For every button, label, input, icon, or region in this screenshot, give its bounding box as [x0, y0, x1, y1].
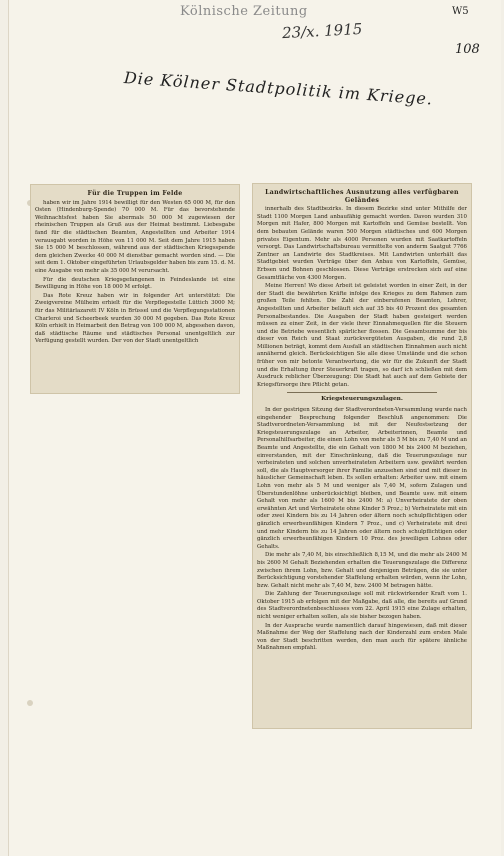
handwritten-title: Die Kölner Stadtpolitik im Kriege.	[123, 68, 434, 109]
clipping-paragraph: Die mehr als 7,40 M, bis einschließlich 8,15 M, und die mehr als 2400 M bis 2600 M Gehalt Beziehenden erhalten die Teuerungszulage die Differenz zwischen ihrem Lohn, bzw. Gehalt und denjenigen Beträgen, die sie unter Berücksichtigung vorstehender Staffelung erhalten würden, wenn ihr Lohn, bzw. Gehalt nicht mehr als 7,40 M, bzw. 2400 M betragen hätte.	[257, 552, 467, 589]
clipping-paragraph: Meine Herren! Wo diese Arbeit ist geleistet worden in einer Zeit, in der der Stadt die bewährten Kräfte infolge des Krieges zu dem Rahmen zum großen Teile fehlten. Die Zahl der einberufenen Beamten, Lehrer, Angestellten und Arbeiter beläuft sich auf 35 bis 40 Prozent des gesamten Personalbestandes. Die Ausgaben der Stadt haben gesteigert werden müssen zu einer Zeit, in der viele ihrer Einnahmequellen für die Steuern und die Betriebe wesentlich spärlicher flossen. Die Gesamtsumme der bis dieser von Reich und Staat zurückvergüteten Ausgaben, die rund 2,8 Millionen beträgt, kommt dem Ausfall an städtischen Einnahmen auch nicht annähernd gleich. Berücksichtigen Sie alle diese Umstände und die schon früher von mir betonte Verantwortung, die wir für die Zukunft der Stadt und die Erhaltung ihrer Steuerkraft tragen, so darf ich schließen mit dem Ausdruck reblicher Überzeugung: Die Stadt hat auch auf dem Gebiete der Kriegsfürsorge ihre Pflicht getan.	[257, 283, 467, 388]
clipping-heading: Landwirtschaftliches Ausnutzung alles verfügbaren Geländes	[265, 189, 459, 204]
punch-hole	[27, 700, 33, 706]
left-clipping	[31, 185, 239, 393]
clipping-paragraph: innerhalb des Stadtbezirks. In diesem Bezirke sind unter Mithilfe der Stadt 1100 Morgen Land anbaufähig gemacht worden. Davon wurden 310 Morgen mit Hafer, 800 Morgen mit Kartoffeln und Gemüse bestellt. Von dem bebauten Gelände waren 500 Morgen städtisches und 600 Morgen privates Eigentum. Mehr als 4000 Personen wurden mit Saatkartoffeln versorgt. Das Landwirtschaftsbureau vermittelte von anderm Saatgut 7766 Zentner an Landwirte des Stadtkreises. Mit Landwirten unterhält das Stadtgebiet wurden Verträge über den Anbau von Kartoffeln, Gemüse, Erbsen und Bohnen geschlossen. Diese Verträge erstrecken sich auf eine Gesamtfläche von 4300 Morgen.	[257, 206, 467, 281]
clipping-paragraph: In der gestrigen Sitzung der Stadtverordneten-Versammlung wurde nach eingehender Besprechung folgender Beschluß angenommen: Die Stadtverordneten-Versammlung ist mit der Neufestsetzung der Kriegsteuerungszulage an Arbeiter, Arbeiterinnen, Beamte und Personalhilfsarbeiter, die einen Lohn von mehr als 5 M bis zu 7,40 M und an Beamte und Angestellte, die ein Gehalt von 1800 M bis 2400 M beziehen, einverstanden, mit der Einschränkung, daß die Teuerungszulage nur verheirateten und solchen unverheirateten Arbeitern usw. gewährt werden soll, die als Hauptversorger ihrer Familie anzusehen sind und mit dieser in häuslicher Gemeinschaft leben. Es sollen erhalten: Arbeiter usw. mit einem Lohn von mehr als 5 M und weniger als 7,40 M, sofern Zulagen und Überstundenlöhne unberücksichtigt bleiben, und Beamte usw. mit einem Gehalt von mehr als 1600 M bis 2400 M: a) Unverheiratete der oben erwähnten Art und Verheiratete ohne Kinder 5 Proz.; b) Verheiratete mit ein oder zwei Kindern bis zu 14 Jahren oder ältern noch schulpflichtigen oder gänzlich erwerbsunfähigen Kindern 7 Proz., und c) Verheiratete mit drei und mehr Kindern bis zu 14 Jahren oder ältern noch schulpflichtigen oder gänzlich erwerbsunfähigen Kindern 10 Proz. des jeweiligen Lohnes oder Gehalts.	[257, 407, 467, 550]
newspaper-name: Kölnische Zeitung	[180, 4, 308, 19]
section-divider	[287, 392, 437, 393]
clipping-paragraph: Für die deutschen Kriegsgefangenen in Feindeslande ist eine Bewilligung in Höhe von 18 000 M erfolgt.	[35, 276, 235, 291]
section-heading: Kriegsteuerungszulagen.	[321, 396, 403, 403]
page-number: 108	[455, 42, 480, 57]
clipping-paragraph: Das Rote Kreuz haben wir in folgender Art unterstützt: Die Zweigvereine Mülheim erhielt für die Verpflegestelle Lüttich 3000 M; für das Militärlazarett IV Köln in Brüssel und die Verpflegungsstationen Charleroi und Scheerbeek wurden 30 000 M gegeben. Das Rote Kreuz Köln erhielt in Heimarbeit den Betrag von 100 000 M, abgesehen davon, daß städtische Räume und städtisches Personal unentgeltlich zur Verfügung gestellt wurden. Der von der Stadt unentgeltlich	[35, 292, 235, 345]
clipping-paragraph: haben wir im Jahre 1914 bewilligt für den Westen 65 000 M, für den Osten (Hindenburg-Spende) 70 000 M. Für das bevorstehende Weihnachtsfest haben Sie abermals 50 000 M zugewiesen der rheinischen Truppen als Gruß aus der Heimat bestimmt. Liebesgabe fand für die städtischen Beamten, Angestellten und Arbeiter 1914 verausgabt worden in Höhe von 11 000 M. Seit dem Jahre 1915 haben Sie 15 000 M beschlossen, während aus der städtischen Kriegsspende dem gleichen Zwecke 40 000 M dienstbar gemacht worden sind. — Die seit dem 1. Oktober eingeführten Urlaubsgelder haben bis zum 15. d. M. eine Ausgabe von mehr als 35 000 M verursacht.	[35, 199, 235, 274]
corner-mark: W5	[452, 6, 469, 17]
clipping-paragraph: In der Ausprache wurde namentlich darauf hingewiesen, daß mit dieser Maßnahme der Weg der Staffelung nach der Kinderzahl zum ersten Male von der Stadt beschritten werden, den man auch für spätere ähnliche Maßnahmen empfahl.	[257, 622, 467, 652]
right-clipping	[253, 184, 471, 728]
handwritten-date: 23/x. 1915	[281, 19, 363, 43]
clipping-paragraph: Die Zahlung der Teuerungszulage soll mit rückwirkender Kraft vom 1. Oktober 1915 ab erfolgen mit der Maßgabe, daß alle, die bereits auf Grund des Stadtverordnetenbeschlusses vom 22. April 1915 eine Zulage erhalten, nicht weniger erhalten sollen, als sie bisher bezogen haben.	[257, 591, 467, 621]
clipping-heading: Für die Truppen im Felde	[87, 190, 183, 197]
